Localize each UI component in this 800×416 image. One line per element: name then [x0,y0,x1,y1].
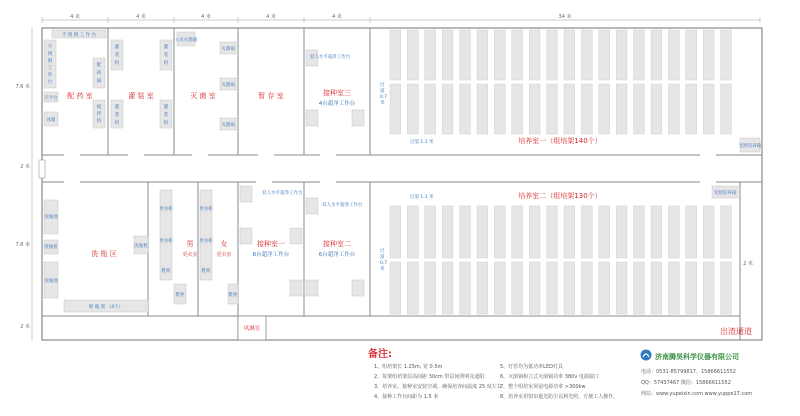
svg-text:米: 米 [380,267,385,272]
notes-title: 备注: [368,349,392,360]
note-item: 4、接种工作台间距为 1.5 米 [374,394,439,400]
culture-rack [390,206,401,258]
svg-text:钢: 钢 [47,59,53,64]
room-jiezhong2: 接种室二 [323,240,351,248]
culture-rack [599,262,610,314]
culture-rack [547,262,558,314]
room-nv-sub: 更衣室 [216,252,232,258]
svg-text:锈: 锈 [47,52,53,57]
culture-rack [390,30,401,80]
door [258,152,274,158]
culture-rack [512,206,523,258]
room-peiyao: 配 药 室 [67,92,93,100]
room-zancun: 暂 存 室 [258,92,284,100]
culture-rack [512,262,523,314]
culture-rack [390,262,401,314]
svg-text:更衣柜: 更衣柜 [159,239,173,244]
room-jiezhong3-sub: 4台超净工作台 [318,101,356,107]
svg-text:灭菌锅: 灭菌锅 [221,83,235,88]
room-jiezhong1-sub: 6台超净工作台 [252,252,290,258]
drying-rack-label: 晾 瓶 架 （4个） [88,305,124,310]
culture-rack [599,30,610,80]
culture-rack [599,84,610,134]
culture-rack [407,30,418,80]
dual-bench-label: 双人水平超净工作台 [309,55,351,60]
culture-rack [703,84,714,134]
svg-text:更衣柜: 更衣柜 [159,207,173,212]
door [39,160,45,178]
room-jiezhong2-sub: 6台超净工作台 [318,252,356,258]
svg-text:机: 机 [163,121,169,126]
culture-rack [616,206,627,258]
culture-rack [494,84,505,134]
culture-rack [668,84,679,134]
dim-top-4: 4 米 [266,14,276,20]
culture-rack [477,30,488,80]
culture-rack [425,30,436,80]
svg-text:灌: 灌 [163,45,169,50]
culture-rack [581,262,592,314]
culture-rack [477,84,488,134]
culture-rack [721,84,732,134]
culture-rack [547,30,558,80]
culture-racks-room1 [390,30,731,134]
svg-text:洗瓶池: 洗瓶池 [44,215,58,220]
svg-text:更衣柜: 更衣柜 [199,239,213,244]
culture-rack [529,84,540,134]
culture-rack [442,30,453,80]
svg-text:光照培养箱: 光照培养箱 [738,144,762,149]
culture-rack [512,84,523,134]
svg-text:洗瓶机: 洗瓶机 [44,245,58,250]
svg-text:作: 作 [47,73,53,78]
room-fenglin: 风淋室 [243,326,261,332]
culture-rack [668,30,679,80]
culture-rack [564,262,575,314]
door [64,179,80,185]
dim-left-mid: 2 米 [20,164,30,170]
svg-text:双人水平超净工作台: 双人水平超净工作台 [262,191,303,196]
culture-rack [407,84,418,134]
culture-rack [616,84,627,134]
culture-rack [564,206,575,258]
svg-text:台: 台 [47,80,53,85]
svg-text:鞋柜: 鞋柜 [175,293,185,298]
room-miejun: 灭 菌 室 [190,92,216,100]
room-nan-sub: 更衣室 [182,252,198,258]
door [700,152,716,158]
culture-rack [494,30,505,80]
balance-table-label: 天平台 [44,96,58,101]
svg-text:不: 不 [47,45,53,50]
svg-text:更衣柜: 更衣柜 [199,207,213,212]
culture-rack [668,262,679,314]
culture-rack [477,206,488,258]
culture-rack [651,84,662,134]
note-item: 3、培养室、接种室安装空调，确保培养间温度 25 度左右 [374,384,502,390]
door [192,152,208,158]
culture-racks-room2 [390,206,731,314]
culture-rack [494,262,505,314]
vertical-sterilizer-label: 立式灭菌器 [174,38,198,43]
culture-rack [721,30,732,80]
culture-rack [634,262,645,314]
culture-rack [529,206,540,258]
svg-text:机: 机 [96,119,102,124]
culture-rack [686,262,697,314]
svg-text:道: 道 [380,89,385,94]
svg-text:灌: 灌 [114,45,120,50]
culture-rack [616,262,627,314]
room-guanzhuang: 灌 装 室 [128,92,154,100]
culture-rack [547,206,558,258]
svg-text:机: 机 [163,61,169,66]
svg-text:工: 工 [47,66,53,71]
culture-rack [390,84,401,134]
culture-rack [494,206,505,258]
svg-text:0.7: 0.7 [380,95,388,100]
culture-rack [686,30,697,80]
culture-rack [547,84,558,134]
svg-text:洗瓶机: 洗瓶机 [134,244,148,249]
fridge-label: 冰箱 [46,118,56,123]
svg-text:过: 过 [380,83,385,88]
culture-rack [442,262,453,314]
culture-rack [634,84,645,134]
culture-rack [651,206,662,258]
svg-text:药: 药 [96,71,102,76]
culture-rack [651,30,662,80]
culture-rack [634,206,645,258]
culture-rack [442,84,453,134]
aisle-label-top: 过道 1.1 米 [410,140,434,145]
culture-rack [407,262,418,314]
svg-text:装: 装 [114,113,120,118]
door [256,179,272,185]
culture-rack [425,262,436,314]
culture-rack [407,206,418,258]
svg-text:鞋柜: 鞋柜 [201,269,211,274]
svg-text:装: 装 [114,53,120,58]
svg-text:米: 米 [380,101,385,106]
door [64,152,80,158]
dim-top-3: 4 米 [201,14,211,20]
note-item: 2、每架组培架层高间距 30cm 带层间照明及遮阳 [374,374,485,380]
svg-text:0.7: 0.7 [380,261,388,266]
dim-left-top: 7.6 米 [15,84,30,90]
dim-top-5: 4 米 [332,14,342,20]
svg-text:装: 装 [163,113,169,118]
note-item: 1、组培架长 1.25m, 宽 0.5m [374,364,443,370]
culture-rack [581,84,592,134]
culture-rack [703,30,714,80]
svg-text:光照培养箱: 光照培养箱 [713,191,737,196]
note-item: 6、灭菌锅和立式灭菌锅功率 380v 电源接口 [500,374,599,380]
dim-top-2: 4 米 [136,14,146,20]
company-logo-icon [640,349,652,361]
culture-rack [564,84,575,134]
dim-left-bot: 2 米 [20,324,30,330]
svg-text:机: 机 [114,61,120,66]
svg-text:灌: 灌 [163,105,169,110]
dim-top-1: 4 米 [70,14,80,20]
door [700,179,716,185]
culture-rack [512,30,523,80]
company-qq: QQ：57437467 微信：15866611552 [641,380,731,386]
dim-right: 2 米 [743,261,753,267]
svg-text:灭菌锅: 灭菌锅 [221,123,235,128]
door [320,152,336,158]
room-nan: 男 [186,240,194,248]
svg-text:装: 装 [163,53,169,58]
svg-text:过: 过 [380,249,385,254]
svg-text:灭菌锅: 灭菌锅 [221,47,235,52]
svg-text:双人水平超净工作台: 双人水平超净工作台 [322,203,363,208]
room-xiping: 洗 瓶 区 [91,250,117,258]
svg-text:鞋柜: 鞋柜 [228,293,238,298]
svg-text:洗瓶池: 洗瓶池 [44,279,58,284]
culture-rack [425,84,436,134]
note-item: 7、整个组培室预留电源功率 >300kw [500,384,586,390]
culture-rack [703,262,714,314]
culture-rack [686,84,697,134]
culture-rack [529,30,540,80]
svg-text:鞋柜: 鞋柜 [161,269,171,274]
culture-rack [425,206,436,258]
culture-rack [460,30,471,80]
culture-rack [529,262,540,314]
door [128,152,144,158]
culture-rack [651,262,662,314]
company-web: 网站：www.yupeixin.com www.yuppe17.com [641,391,753,397]
svg-text:配: 配 [96,63,102,68]
culture-rack [581,206,592,258]
culture-rack [581,30,592,80]
aisle-label-bottom: 过道 1.1 米 [410,195,434,200]
company-tel: 电话：0531-85799817、15866611552 [641,369,736,375]
culture-rack [460,262,471,314]
svg-text:搅: 搅 [96,105,102,110]
culture-rack [616,30,627,80]
svg-text:拌: 拌 [96,112,102,117]
dim-top-6: 34 米 [558,14,572,20]
culture-rack [686,206,697,258]
culture-rack [721,262,732,314]
culture-rack [460,84,471,134]
door [320,179,336,185]
culture-rack [721,206,732,258]
culture-rack [564,30,575,80]
svg-text:道: 道 [380,255,385,260]
company-name: 济南腾昊科学仪器有限公司 [655,353,739,361]
svg-text:灌: 灌 [114,105,120,110]
note-item: 8、培养室用窗帘遮光防尘以利光照，方便工人操作。 [500,394,619,400]
svg-text:锅: 锅 [96,79,102,84]
steel-table-label: 不 锈 钢 工 作 台 [61,33,97,38]
culture-rack [442,206,453,258]
room-nv: 女 [220,240,228,248]
note-item: 5、灯管均为低功率LED灯具 [500,364,563,370]
room-jiezhong3: 接种室三 [323,89,351,97]
culture-rack [634,30,645,80]
culture-rack [668,206,679,258]
culture-rack [703,206,714,258]
room-peiyang1: 培养室一（组培架140个） [518,137,602,145]
culture-rack [477,262,488,314]
culture-rack [460,206,471,258]
room-jiezhong1: 接种室一 [257,240,285,248]
exit-channel: 出渣通道 [720,327,752,336]
culture-rack [599,206,610,258]
svg-text:机: 机 [114,121,120,126]
room-peiyang2: 培养室二（组培架130个） [518,192,602,200]
dim-left-bottom: 7.6 米 [15,242,30,248]
